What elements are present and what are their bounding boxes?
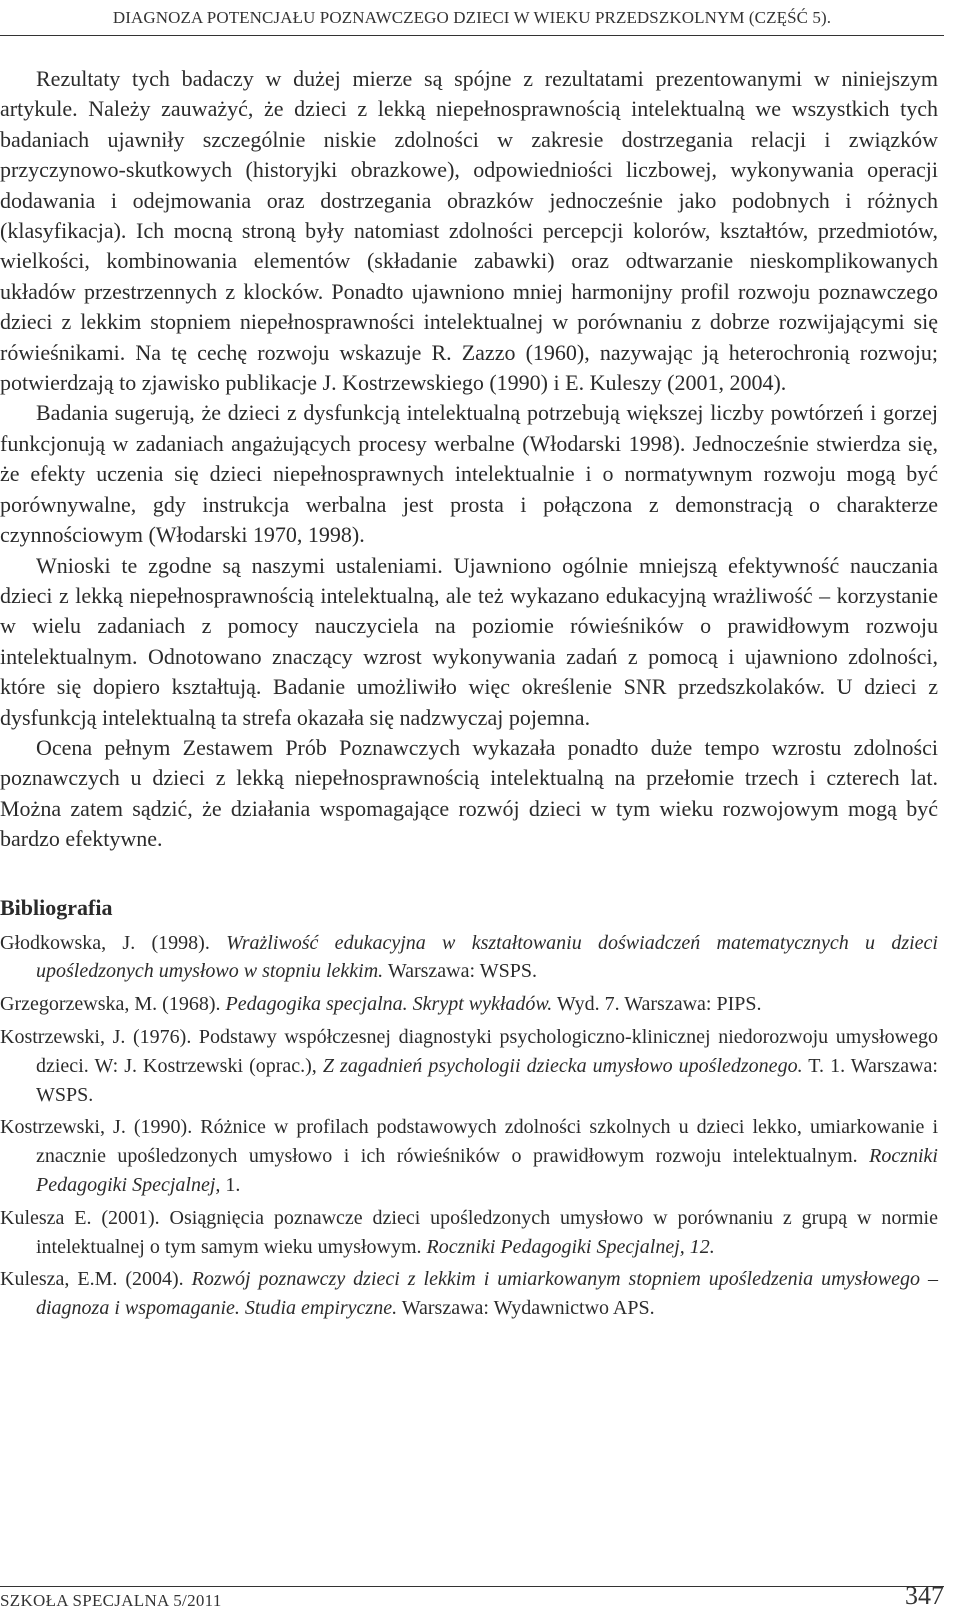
bibliography-entry — [0, 929, 938, 987]
paragraph-3: Wnioski te zgodne są naszymi ustaleniami. Ujawniono ogólnie mniejszą efektywność nauczania dzieci z lekką niepełnosprawnością intelektualną, ale też wykazano edukacyjną wrażliwość – korzystanie w wielu zadaniach z pomocy nauczyciela na poziomie rówieśników o prawidłowym rozwoju intelektualnym. Odnotowano znaczący wzrost wykonywania zadań z pomocą i ujawniono zdolności, które się dopiero kształtują. Badanie umożliwiło więc określenie SNR przedszkolaków. U dzieci z dysfunkcją intelektualną ta strefa okazała się nadzwyczaj pojemna. — [0, 552, 938, 730]
entry-title: Z zagadnień psychologii dziecka umysłowo upośledzonego. — [322, 1054, 803, 1077]
bibliography-heading: Bibliografia — [0, 894, 113, 920]
bibliography-list — [0, 929, 938, 1323]
entry-lead: Kulesza E. (2001). Osiągnięcia poznawcze dzieci upośledzonych umysłowo w porównaniu z grupą w normie intelektualnej o tym samym wieku umysłowym. — [0, 1206, 938, 1258]
page-footer — [0, 1581, 944, 1617]
paragraph-1: Rezultaty tych badaczy w dużej mierze są spójne z rezultatami prezentowanymi w niniejszym artykule. Należy zauważyć, że dzieci z lekką niepełnosprawnością intelektualną we wszystkich tych badaniach ujawniły szczególnie niskie zdolności w zakresie dostrzegania relacji i związków przyczynowo-skutkowych (historyjki obrazkowe), odpowiedniości liczbowej, wykonywania operacji dodawania i odejmowania oraz dostrzegania obrazków jednocześnie jako podobnych i różnych (klasyfikacja). Ich mocną stroną były natomiast zdolności percepcji kolorów, kształtów, przedmiotów, wielkości, kombinowania elementów (składanie zabawki) oraz odtwarzanie nieskomplikowanych układów przestrzennych z klocków. Ponadto ujawniono mniej harmonijny profil rozwoju poznawczego dzieci z lekkim stopniem niepełnosprawności intelektualnej w porównaniu z dobrze rozwijającymi się rówieśnikami. Na tę cechę rozwoju wskazuje R. Zazzo (1960), nazywając ją heterochronią rozwoju; potwierdzają to zjawisko publikacje J. Kostrzewskiego (1990) i E. Kuleszy (2001, 2004). — [0, 66, 938, 396]
bibliography-entry — [0, 1023, 938, 1109]
page-number: 347 — [905, 1581, 944, 1610]
journal-name: SZKOŁA SPECJALNA 5/2011 — [0, 1591, 222, 1610]
entry-tail: 1. — [220, 1173, 241, 1196]
entry-tail: T. 1. Warszawa: WSPS. — [36, 1054, 938, 1106]
entry-lead: Kostrzewski, J. (1976). Podstawy współczesnej diagnostyki psychologiczno-klinicznej niedorozwoju umysłowego dzieci. W: J. Kostrzewski (oprac.), — [0, 1025, 938, 1077]
entry-lead: Kostrzewski, J. (1990). Różnice w profilach podstawowych zdolności szkolnych u dzieci lekko, umiarkowanie i znacznie upośledzonych umysłowo i ich rówieśników o prawidłowym rozwoju intelektualnym. — [0, 1116, 938, 1168]
bibliography-entry — [0, 1113, 938, 1199]
entry-tail: Warszawa: Wydawnictwo APS. — [397, 1297, 655, 1320]
entry-tail: Wyd. 7. Warszawa: PIPS. — [552, 993, 762, 1016]
entry-title: Roczniki Pedagogiki Specjalnej, — [36, 1145, 938, 1196]
entry-title: Roczniki Pedagogiki Specjalnej, 12. — [426, 1235, 715, 1258]
bibliography-entry — [0, 990, 938, 1019]
entry-lead: Głodkowska, J. (1998). — [0, 931, 227, 954]
bibliography-entry — [0, 1265, 938, 1323]
entry-title: Rozwój poznawczy dzieci z lekkim i umiarkowanym stopniem upośledzenia umysłowego – diagnoza i wspomaganie. Studia empiryczne. — [36, 1268, 939, 1320]
running-header — [0, 0, 944, 36]
article-body — [0, 64, 938, 1327]
entry-title: Wrażliwość edukacyjna w kształtowaniu doświadczeń matematycznych u dzieci upośledzonych umysłowo w stopniu lekkim. — [36, 931, 938, 983]
entry-tail: Warszawa: WSPS. — [383, 960, 537, 983]
paragraph-4: Ocena pełnym Zestawem Prób Poznawczych wykazała ponadto duże tempo wzrostu zdolności poznawczych u dzieci z lekką niepełnosprawnością intelektualną na przełomie trzech i czterech lat. Można zatem sądzić, że działania wspomagające rozwój dzieci w tym wieku rozwojowym mogą być bardzo efektywne. — [0, 734, 938, 852]
running-title: DIAGNOZA POTENCJAŁU POZNAWCZEGO DZIECI W WIEKU PRZEDSZKOLNYM (CZĘŚĆ 5). — [112, 7, 832, 27]
bibliography-entry — [0, 1204, 938, 1262]
entry-lead: Grzegorzewska, M. (1968). — [0, 993, 226, 1016]
entry-title: Pedagogika specjalna. Skrypt wykładów. — [225, 993, 553, 1016]
paragraph-2: Badania sugerują, że dzieci z dysfunkcją intelektualną potrzebują większej liczby powtórzeń i gorzej funkcjonują w zadaniach angażujących procesy werbalne (Włodarski 1998). Jednocześnie stwierdza się, że efekty uczenia się dzieci niepełnosprawnych intelektualnie i o normatywnym rozwoju mogą być porównywalne, gdy instrukcja werbalna jest prosta i połączona z demonstracją o charakterze czynnościowym (Włodarski 1970, 1998). — [0, 400, 938, 548]
entry-lead: Kulesza, E.M. (2004). — [0, 1268, 192, 1291]
